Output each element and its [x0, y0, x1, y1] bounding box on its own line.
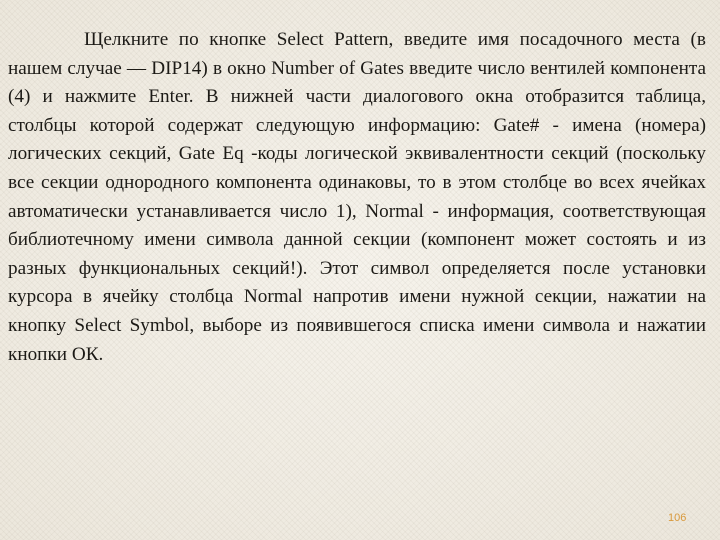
body-paragraph: Щелкните по кнопке Select Pattern, введите имя посадочного места (в нашем случае — DIP14) в окно Number of Gates введите число вентилей компонента (4) и нажмите Enter. В нижней части диалогового окна отобразится таблица, столбцы которой содержат следующую информацию: Gate# - имена (номера) логических секций, Gate Eq -коды логической эквивалентности секций (поскольку все секции однородного компонента одинаковы, то в этом столбце во всех ячейках автоматически устанавливается число 1), Normal - информация, соответствующая библиотечному имени символа данной секции (компонент может состоять и из разных функциональных секций!). Этот символ определяется после установки курсора в ячейку столбца Normal напротив имени нужной секции, нажатии на кнопку Select Symbol, выборе из появившегося списка имени символа и нажатии кнопки ОК. [8, 29, 706, 365]
page-number: 106 [668, 512, 687, 524]
